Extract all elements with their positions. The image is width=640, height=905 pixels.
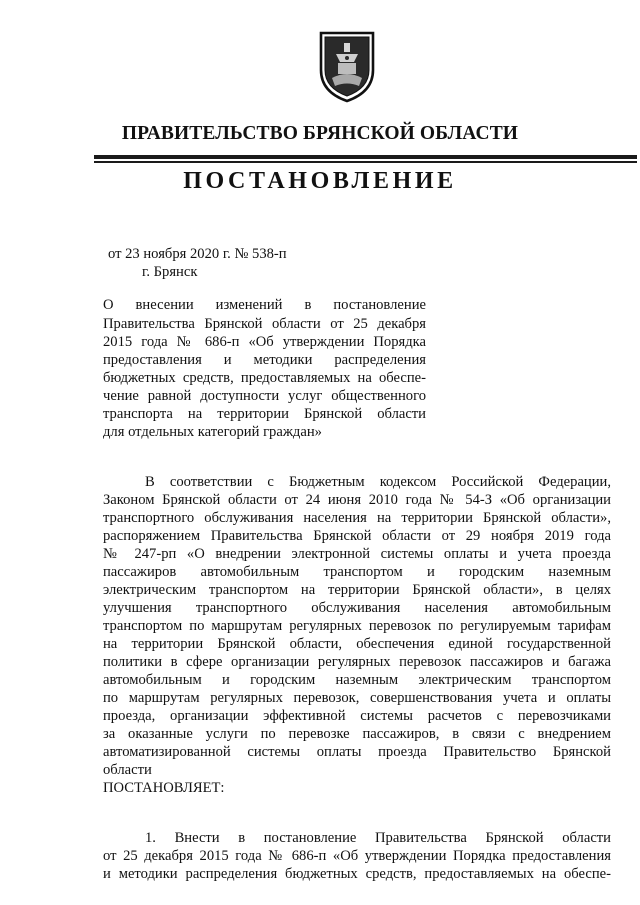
preamble-line: пассажиров автомобильным транспортом и городским наземным bbox=[103, 564, 611, 580]
title-line: О внесении изменений в постановление bbox=[103, 297, 426, 313]
title-line: Правительства Брянской области от 25 декабря bbox=[103, 316, 426, 332]
preamble-line: транспортного обслуживания населения на территории Брянской области», bbox=[103, 510, 611, 526]
title-line: для отдельных категорий граждан» bbox=[103, 424, 322, 440]
header-rule-thin bbox=[94, 161, 637, 163]
government-name: ПРАВИТЕЛЬСТВО БРЯНСКОЙ ОБЛАСТИ bbox=[121, 123, 519, 144]
preamble-line: автоматизированной системы оплаты проезда Правительство Брянской bbox=[103, 744, 611, 760]
preamble-line: улучшения транспортного обслуживания населения автомобильным bbox=[103, 600, 611, 616]
preamble-line: политики в сфере организации регулярных перевозок пассажиров и багажа bbox=[103, 654, 611, 670]
decree-word: ПОСТАНОВЛЯЕТ: bbox=[103, 780, 225, 796]
document-type-title: ПОСТАНОВЛЕНИЕ bbox=[183, 168, 457, 194]
title-line: предоставления и методики распределения bbox=[103, 352, 426, 368]
item-1-line: от 25 декабря 2015 года № 686-п «Об утверждении Порядка предоставления bbox=[103, 848, 611, 864]
title-line: транспорта на территории Брянской области bbox=[103, 406, 426, 422]
coat-of-arms-emblem bbox=[318, 30, 376, 104]
header-rule-thick bbox=[94, 155, 637, 159]
preamble-line: электрическим транспортом на территории Брянской области», в целях bbox=[103, 582, 611, 598]
preamble-line: транспортом по маршрутам регулярных перевозок по регулируемым тарифам bbox=[103, 618, 611, 634]
preamble-line: области bbox=[103, 762, 152, 778]
preamble-line: проезда, организации эффективной системы расчетов с перевозчиками bbox=[103, 708, 611, 724]
item-1-line: 1. Внести в постановление Правительства Брянской области bbox=[145, 830, 611, 846]
preamble-line: Законом Брянской области от 24 июня 2010 года № 54-З «Об организации bbox=[103, 492, 611, 508]
preamble-line: на территории Брянской области, обеспечения единой государственной bbox=[103, 636, 611, 652]
preamble-line: за оказанные услуги по перевозке пассажиров, в связи с внедрением bbox=[103, 726, 611, 742]
date-number: от 23 ноября 2020 г. № 538-п bbox=[108, 246, 287, 262]
title-line: 2015 года № 686-п «Об утверждении Порядка bbox=[103, 334, 426, 350]
city: г. Брянск bbox=[142, 264, 198, 280]
preamble-line: В соответствии с Бюджетным кодексом Российской Федерации, bbox=[145, 474, 611, 490]
preamble-line: по маршрутам регулярных перевозок, совершенствования учета и оплаты bbox=[103, 690, 611, 706]
preamble-line: распоряжением Правительства Брянской области от 29 ноября 2019 года bbox=[103, 528, 611, 544]
preamble-line: № 247-рп «О внедрении электронной системы оплаты и учета проезда bbox=[103, 546, 611, 562]
preamble-line: автомобильным и городским наземным электрическим транспортом bbox=[103, 672, 611, 688]
item-1-line: и методики распределения бюджетных средств, предоставляемых на обеспе- bbox=[103, 866, 611, 882]
title-line: бюджетных средств, предоставляемых на обеспе- bbox=[103, 370, 426, 386]
title-line: чение равной доступности услуг общественного bbox=[103, 388, 426, 404]
